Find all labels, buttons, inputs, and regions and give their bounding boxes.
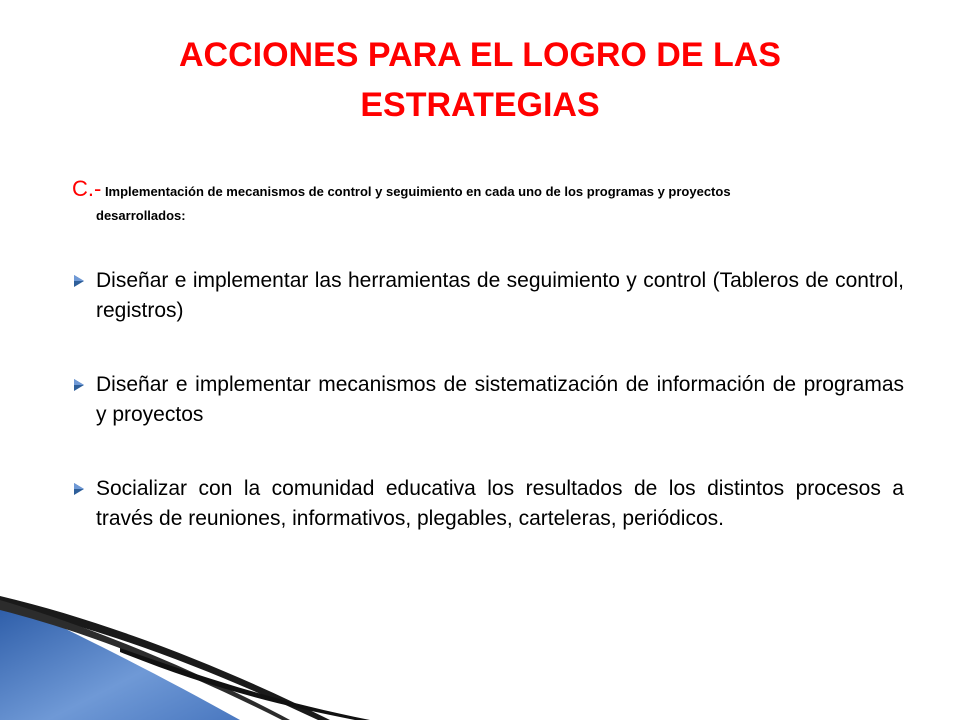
- bullet-text: Diseñar e implementar mecanismos de sistematización de información de programas y proyectos: [96, 373, 904, 426]
- section-subheading-line1: Implementación de mecanismos de control y seguimiento en cada uno de los programas y proyectos: [101, 184, 731, 199]
- bullet-list: [72, 266, 904, 578]
- arrow-right-icon: [72, 274, 86, 288]
- bullet-item: [72, 266, 904, 326]
- section-subheading: [72, 176, 904, 227]
- bullet-item: [72, 370, 904, 430]
- slide-title: [130, 30, 830, 130]
- bullet-item: [72, 474, 904, 534]
- bullet-text: Socializar con la comunidad educativa los resultados de los distintos procesos a través de reuniones, informativos, plegables, carteleras, periódicos.: [96, 477, 904, 530]
- section-letter: C.-: [72, 176, 102, 201]
- arrow-right-icon: [72, 378, 86, 392]
- arrow-right-icon: [72, 482, 86, 496]
- section-subheading-line2: desarrollados:: [96, 208, 186, 223]
- bullet-text: Diseñar e implementar las herramientas de seguimiento y control (Tableros de control, registros): [96, 269, 904, 322]
- slide-title-line2: ESTRATEGIAS: [360, 86, 600, 124]
- slide-title-line1: ACCIONES PARA EL LOGRO DE LAS: [179, 36, 781, 74]
